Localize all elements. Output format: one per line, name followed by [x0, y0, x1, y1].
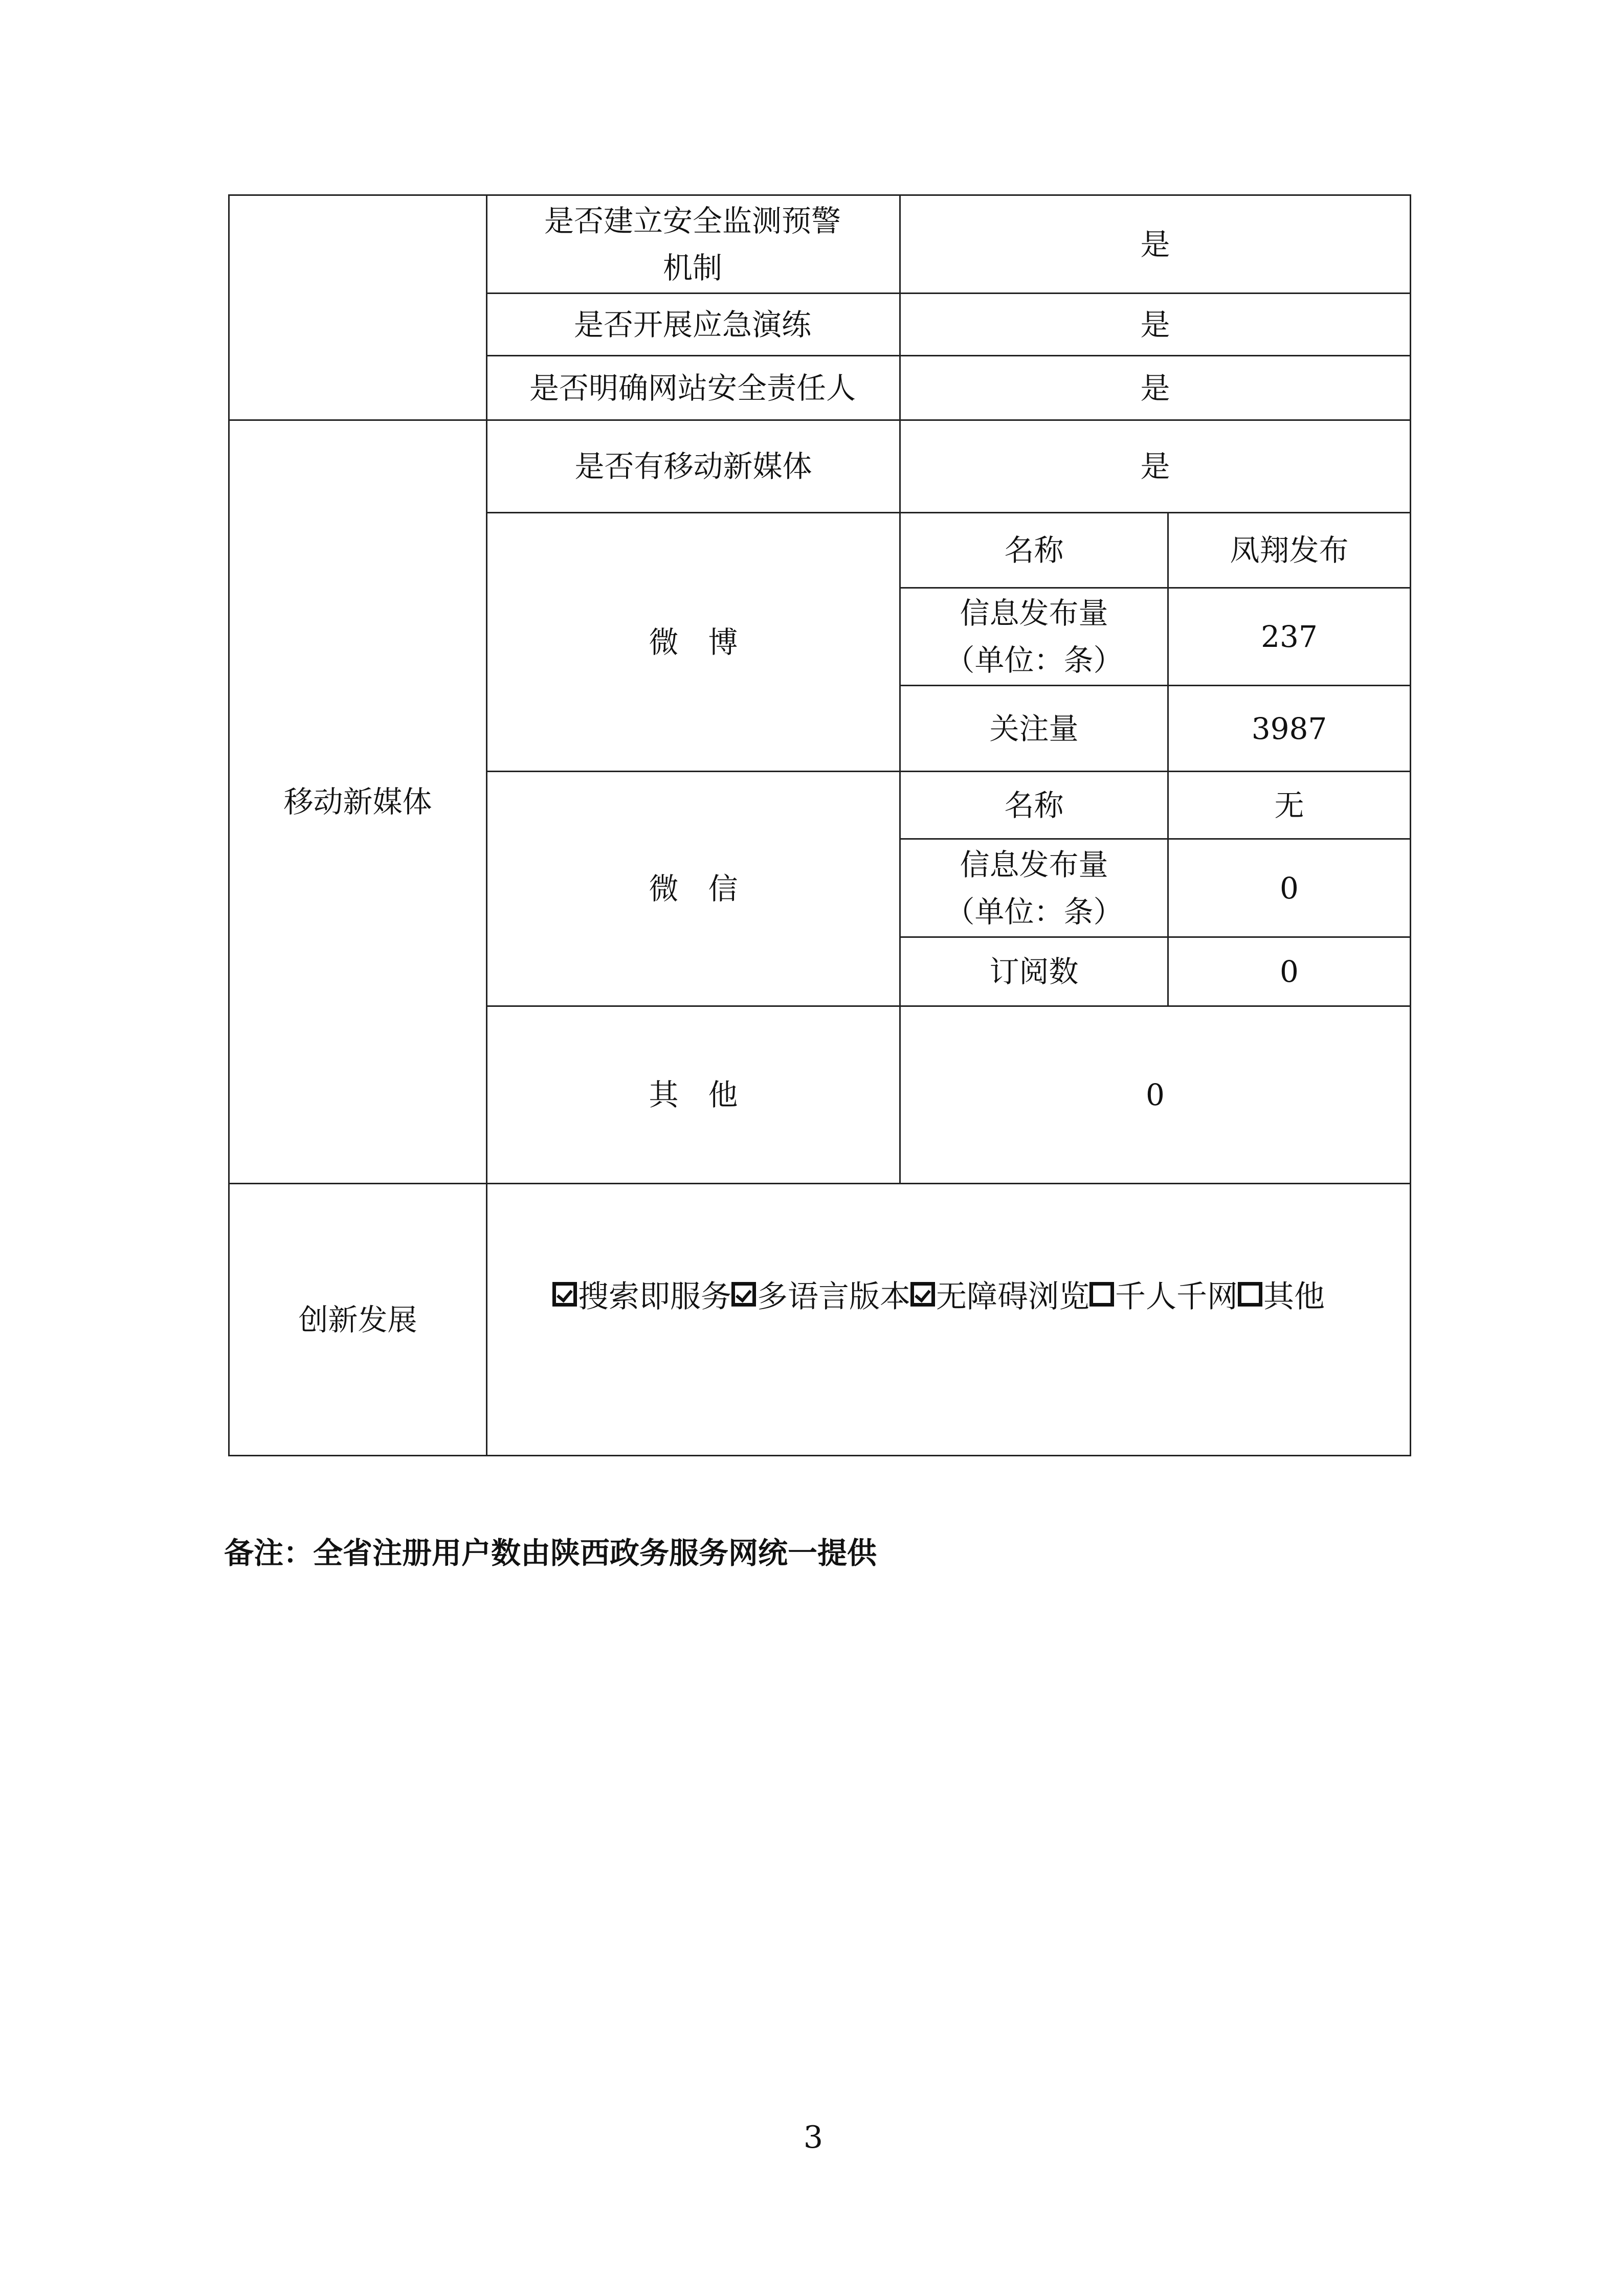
other-label: 其 他: [649, 1077, 738, 1112]
wechat-subscribers-label: 订阅数: [989, 954, 1079, 989]
wechat-name-value: 无: [1274, 787, 1304, 823]
innovation-section-label: 创新发展: [298, 1302, 417, 1337]
checkbox-accessibility[interactable]: [910, 1282, 935, 1307]
security-owner-label: 是否明确网站安全责任人: [529, 370, 856, 406]
weibo-posts-label-line1: 信息发布量: [960, 596, 1108, 631]
checkbox-search-service[interactable]: [552, 1282, 577, 1307]
option-personalized: 千人千网: [1115, 1279, 1238, 1315]
option-multilingual: 多语言版本: [757, 1279, 910, 1315]
wechat-posts-label-line2: （单位：条）: [945, 894, 1123, 929]
weibo-posts-label-line2: （单位：条）: [945, 643, 1123, 678]
checkbox-other[interactable]: [1238, 1282, 1262, 1307]
option-accessibility: 无障碍浏览: [936, 1279, 1089, 1315]
weibo-followers-label: 关注量: [989, 711, 1079, 746]
security-monitoring-value: 是: [1140, 227, 1170, 262]
weibo-posts-label: [901, 589, 1167, 685]
wechat-posts-label-line1: 信息发布量: [960, 847, 1108, 882]
emergency-drill-value: 是: [1140, 307, 1170, 342]
wechat-posts-value: 0: [1280, 870, 1299, 906]
weibo-label: 微 博: [649, 624, 738, 660]
other-value: 0: [1146, 1077, 1165, 1112]
mobile-section-label: 移动新媒体: [283, 784, 432, 819]
option-other: 其他: [1263, 1279, 1325, 1315]
weibo-name-value: 凤翔发布: [1230, 533, 1349, 568]
footnote: 备注：全省注册用户数由陕西政务服务网统一提供: [224, 1536, 877, 1570]
wechat-name-label: 名称: [1004, 787, 1064, 823]
wechat-subscribers-value: 0: [1280, 954, 1299, 989]
has-mobile-label: 是否有移动新媒体: [574, 449, 812, 484]
page-number: 3: [803, 2120, 824, 2155]
security-monitoring-label-line2: 机制: [662, 250, 722, 285]
checkbox-personalized[interactable]: [1089, 1282, 1114, 1307]
security-owner-value: 是: [1140, 370, 1170, 406]
wechat-posts-label: [901, 840, 1167, 936]
security-monitoring-label-line1: 是否建立安全监测预警: [544, 203, 841, 238]
innovation-options: [552, 1272, 1325, 1316]
weibo-name-label: 名称: [1004, 533, 1064, 568]
weibo-followers-value: 3987: [1251, 711, 1327, 746]
weibo-posts-value: 237: [1261, 619, 1318, 654]
wechat-label: 微 信: [649, 871, 738, 906]
checkbox-multilingual[interactable]: [731, 1282, 756, 1307]
option-search-service: 搜索即服务: [578, 1279, 731, 1315]
has-mobile-value: 是: [1140, 449, 1170, 484]
emergency-drill-label: 是否开展应急演练: [573, 307, 811, 342]
security-monitoring-label: [486, 196, 899, 292]
